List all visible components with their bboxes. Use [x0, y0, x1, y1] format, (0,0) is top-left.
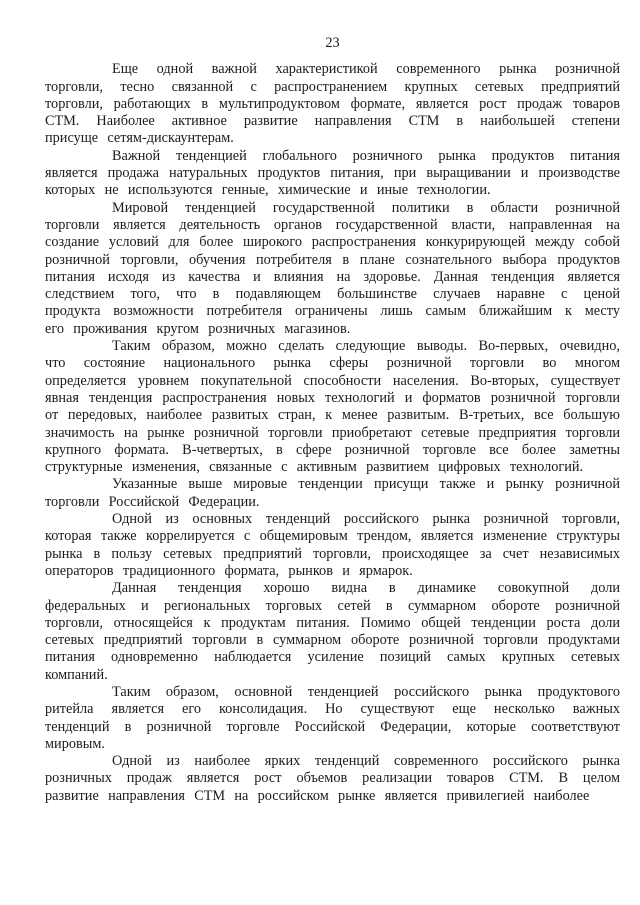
body-paragraph: Еще одной важной характеристикой современного рынка розничной торговли, тесно связанной с распространением крупных сетевых предприятий торговли, работающих в мультипродуктовом формате, является рост продаж товаров СТМ. Наиболее активное развитие направления СТМ в наибольшей степени присуще сетям-дискаунтерам. [45, 61, 620, 147]
body-paragraph: Таким образом, можно сделать следующие выводы. Во-первых, очевидно, что состояние национального рынка сферы розничной торговли во многом определяется уровнем покупательной способности населения. Во-вторых, существует явная тенденция распространения новых технологий и форматов розничной торговли от передовых, наиболее развитых стран, к менее развитым. В-третьих, все большую значимость на рынке розничной торговли приобретают сетевые предприятия торговли крупного формата. В-четвертых, в сфере розничной торговле все более заметны структурные изменения, связанные с активным развитием цифровых технологий. [45, 338, 620, 476]
body-paragraph: Важной тенденцией глобального розничного рынка продуктов питания является продажа натуральных продуктов питания, при выращивании и производстве которых не используются генные, химические и иные технологии. [45, 147, 620, 199]
page-number: 23 [325, 35, 340, 51]
document-body [45, 61, 620, 805]
body-paragraph: Данная тенденция хорошо видна в динамике совокупной доли федеральных и региональных торговых сетей в суммарном обороте розничной торговли, относящейся к продуктам питания. Помимо общей тенденции роста доли сетевых предприятий торговли в суммарном обороте розничной торговли продуктами питания одновременно наблюдается усиление позиций самых крупных сетевых компаний. [45, 580, 620, 683]
body-paragraph: Указанные выше мировые тенденции присущи также и рынку розничной торговли Российской Федерации. [45, 476, 620, 510]
body-paragraph: Одной из основных тенденций российского рынка розничной торговли, которая также коррелируется с общемировым трендом, является изменение структуры рынка в пользу сетевых предприятий торговли, происходящее за счет независимых операторов традиционного формата, рынков и ярмарок. [45, 511, 620, 579]
body-paragraph: Таким образом, основной тенденцией российского рынка продуктового ритейла является его консолидация. Но существуют еще несколько важных тенденций в розничной торговле Российской Федерации, которые соответствуют мировым. [45, 683, 620, 752]
body-paragraph: Мировой тенденцией государственной политики в области розничной торговли является деятельность органов государственной власти, направленная на создание условий для более широкого распространения конкурирующей между собой розничной торговли, обучения потребителя в плане сознательного выбора продуктов питания исходя из качества и влияния на здоровье. Данная тенденция является следствием того, что в подавляющем большинстве случаев наравне с ценой продукта возможности потребителя ограничены лишь самым ближайшим к месту его проживания кругом розничных магазинов. [45, 199, 620, 337]
body-paragraph: Одной из наиболее ярких тенденций современного российского рынка розничных продаж является рост объемов реализации товаров СТМ. В целом развитие направления СТМ на российском рынке является привилегией наиболее [45, 753, 620, 804]
